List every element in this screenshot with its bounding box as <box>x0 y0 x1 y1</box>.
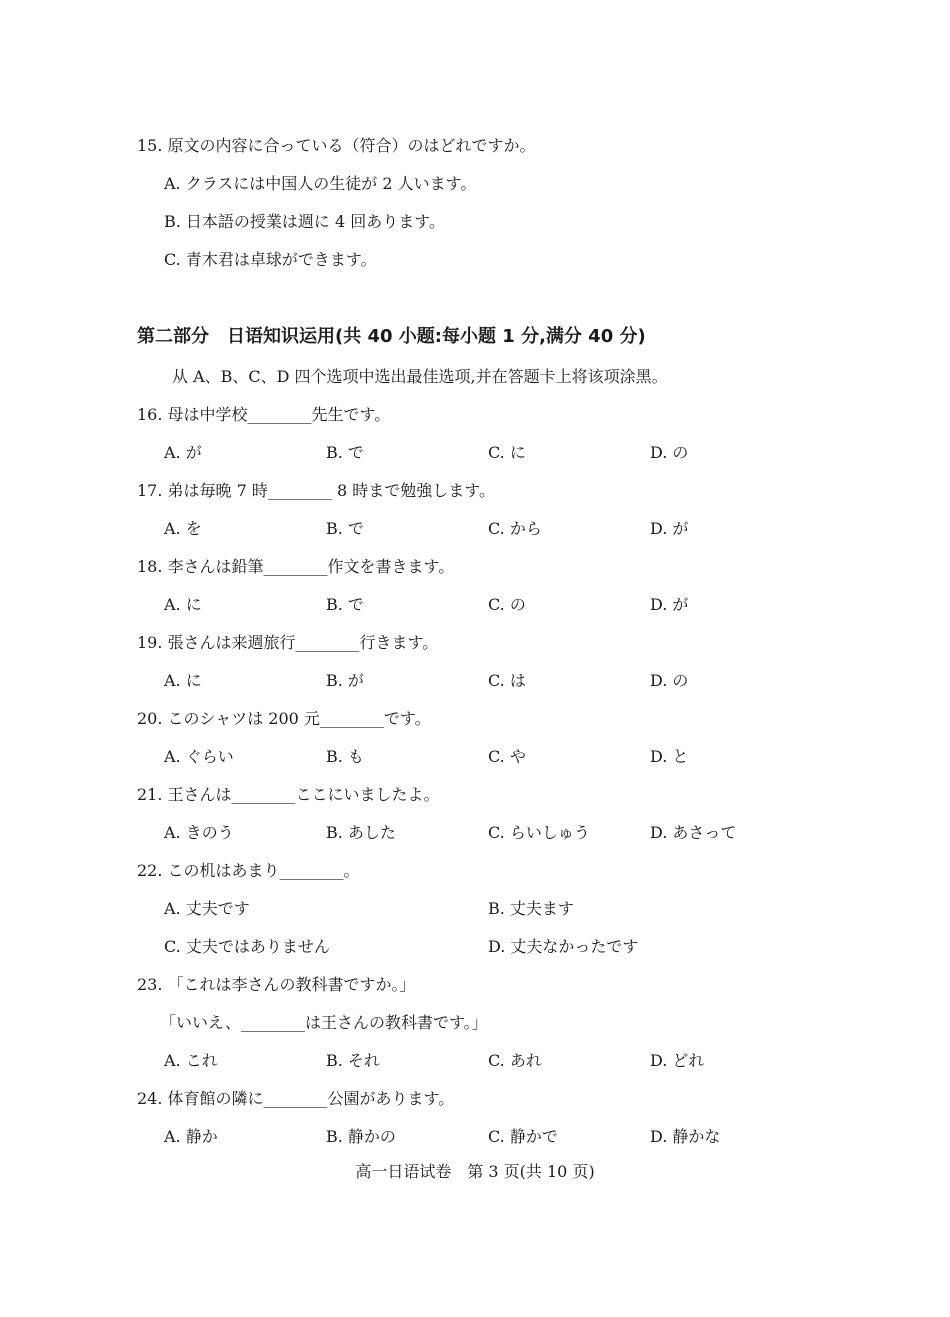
question-23-option-a: A. これ <box>164 1051 218 1070</box>
page-footer: 高一日语试卷 第 3 页(共 10 页) <box>355 1162 595 1181</box>
question-22-option-a: A. 丈夫です <box>164 899 250 918</box>
question-21-option-a: A. きのう <box>164 823 234 842</box>
question-18-option-b: B. で <box>326 595 364 614</box>
question-20-option-c: C. や <box>488 747 526 766</box>
question-16-option-d: D. の <box>650 443 689 462</box>
question-21-option-d: D. あさって <box>650 823 737 842</box>
question-22-option-c: C. 丈夫ではありません <box>164 937 330 956</box>
question-21-stem: 21. 王さんは________ここにいましたよ。 <box>137 785 440 804</box>
question-24-option-a: A. 静か <box>164 1127 218 1146</box>
question-22-option-d: D. 丈夫なかったです <box>488 937 639 956</box>
question-19-option-d: D. の <box>650 671 689 690</box>
question-16-option-b: B. で <box>326 443 364 462</box>
question-19-option-b: B. が <box>326 671 364 690</box>
question-18-option-c: C. の <box>488 595 526 614</box>
question-19-option-a: A. に <box>164 671 202 690</box>
question-19-option-c: C. は <box>488 671 526 690</box>
question-20-stem: 20. このシャツは 200 元________です。 <box>137 709 431 728</box>
question-16-option-a: A. が <box>164 443 202 462</box>
section-instruction: 从 A、B、C、D 四个选项中选出最佳选项,并在答题卡上将该项涂黑。 <box>172 367 668 386</box>
question-22-option-b: B. 丈夫ます <box>488 899 574 918</box>
question-23-option-b: B. それ <box>326 1051 380 1070</box>
question-24-option-d: D. 静かな <box>650 1127 721 1146</box>
question-23-stem: 23. 「これは李さんの教科書ですか。」 <box>137 975 416 994</box>
question-18-option-a: A. に <box>164 595 202 614</box>
question-21-option-c: C. らいしゅう <box>488 823 590 842</box>
question-15-stem: 15. 原文の内容に合っている（符合）のはどれですか。 <box>137 136 536 155</box>
question-17-option-b: B. で <box>326 519 364 538</box>
question-18-stem: 18. 李さんは鉛筆________作文を書きます。 <box>137 557 455 576</box>
question-23-option-c: C. あれ <box>488 1051 542 1070</box>
question-15-option-a: A. クラスには中国人の生徒が 2 人います。 <box>164 174 477 193</box>
question-18-option-d: D. が <box>650 595 689 614</box>
question-23-option-d: D. どれ <box>650 1051 705 1070</box>
question-20-option-b: B. も <box>326 747 364 766</box>
question-17-option-a: A. を <box>164 519 202 538</box>
question-17-option-c: C. から <box>488 519 542 538</box>
question-15-option-b: B. 日本語の授業は週に 4 回あります。 <box>164 212 446 231</box>
question-16-option-c: C. に <box>488 443 526 462</box>
question-24-stem: 24. 体育館の隣に________公園があります。 <box>137 1089 455 1108</box>
question-15-option-c: C. 青木君は卓球ができます。 <box>164 250 377 269</box>
question-21-option-b: B. あした <box>326 823 396 842</box>
question-16-stem: 16. 母は中学校________先生です。 <box>137 405 391 424</box>
question-24-option-b: B. 静かの <box>326 1127 396 1146</box>
question-22-stem: 22. この机はあまり________。 <box>137 861 360 880</box>
question-17-option-d: D. が <box>650 519 689 538</box>
question-19-stem: 19. 張さんは来週旅行________行きます。 <box>137 633 439 652</box>
question-24-option-c: C. 静かで <box>488 1127 558 1146</box>
question-23-stem-reply: 「いいえ、________は王さんの教科書です。」 <box>160 1013 488 1032</box>
section-title: 第二部分 日语知识运用(共 40 小题:每小题 1 分,满分 40 分) <box>137 326 646 347</box>
question-20-option-d: D. と <box>650 747 689 766</box>
question-17-stem: 17. 弟は毎晩 7 時________ 8 時まで勉強します。 <box>137 481 495 500</box>
question-20-option-a: A. ぐらい <box>164 747 234 766</box>
